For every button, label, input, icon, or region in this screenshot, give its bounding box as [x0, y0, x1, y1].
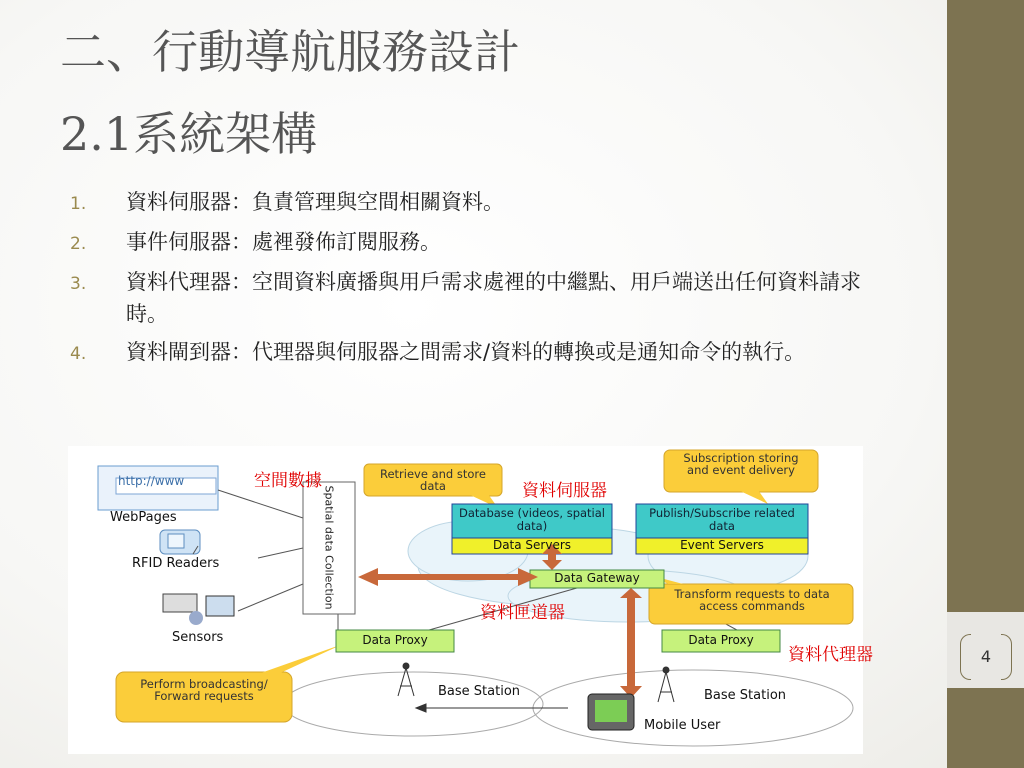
coverage-right — [533, 670, 853, 746]
annotation-data-server: 資料伺服器 — [522, 481, 607, 501]
callout-subscription-text: Subscription storing and event delivery — [683, 451, 799, 477]
bullet-item — [70, 336, 910, 370]
source-sensors: Sensors — [172, 630, 224, 645]
slide-title: 二、行動導航服務設計 — [60, 25, 520, 79]
sensor-icon — [163, 594, 234, 625]
bullet-number: 3. — [70, 274, 87, 294]
gateway-label: Data Gateway — [554, 571, 640, 585]
source-webpages: WebPages — [110, 510, 177, 525]
bullet-number: 4. — [70, 344, 87, 364]
bullet-text: 資料閘到器：代理器與伺服器之間需求/資料的轉換或是通知命令的執行。 — [126, 340, 806, 364]
database-label: Database (videos, spatial data) — [458, 506, 605, 533]
callout-broadcast-text: Perform broadcasting/ Forward requests — [140, 677, 268, 703]
proxy-right-label: Data Proxy — [688, 633, 754, 647]
mobile-device-icon — [588, 694, 634, 730]
bullet-number: 1. — [70, 194, 87, 214]
base-station-left-label: Base Station — [438, 684, 521, 699]
webpage-icon — [98, 466, 218, 510]
callout-transform-text: Transform requests to data access commands — [674, 587, 830, 613]
base-station-right-label: Base Station — [704, 688, 787, 703]
annotation-data-proxy: 資料代理器 — [788, 645, 873, 665]
bullet-item — [70, 226, 910, 260]
bullet-text: 資料代理器：空間資料廣播與用戶需求處裡的中繼點、用戶端送出任何資料請求時。 — [126, 270, 861, 326]
annotation-data-gateway: 資料匣道器 — [480, 603, 565, 623]
mobile-user-label: Mobile User — [644, 718, 721, 733]
page-number — [960, 634, 1012, 678]
source-rfid: RFID Readers — [132, 556, 220, 571]
bullet-number: 2. — [70, 234, 87, 254]
bullet-list — [70, 186, 910, 376]
page-number-text: 4 — [980, 646, 992, 666]
collection-label: Spatial data Collection — [322, 485, 336, 610]
data-servers-label: Data Servers — [492, 538, 572, 552]
annotation-spatial-data: 空間數據 — [254, 471, 322, 491]
bullet-item — [70, 186, 910, 220]
coverage-left — [283, 672, 543, 736]
callout-retrieve-text: Retrieve and store data — [380, 467, 486, 493]
left-bracket-icon — [960, 634, 971, 680]
event-servers-label: Event Servers — [680, 538, 764, 552]
slide-subtitle: 2.1系統架構 — [60, 107, 318, 161]
architecture-diagram — [68, 446, 873, 754]
bullet-text: 事件伺服器：處裡發佈訂閱服務。 — [126, 230, 441, 254]
bullet-item — [70, 266, 910, 330]
proxy-left-label: Data Proxy — [362, 633, 428, 647]
url-text: http://www — [118, 474, 185, 488]
right-bracket-icon — [1001, 634, 1012, 680]
tower-icon-left — [398, 663, 414, 696]
pubsub-label: Publish/Subscribe related data — [649, 506, 795, 533]
bullet-text: 資料伺服器：負責管理與空間相關資料。 — [126, 190, 504, 214]
rfid-reader-icon — [160, 530, 200, 554]
forward-arrow — [416, 704, 568, 712]
tower-icon-right — [658, 667, 674, 702]
